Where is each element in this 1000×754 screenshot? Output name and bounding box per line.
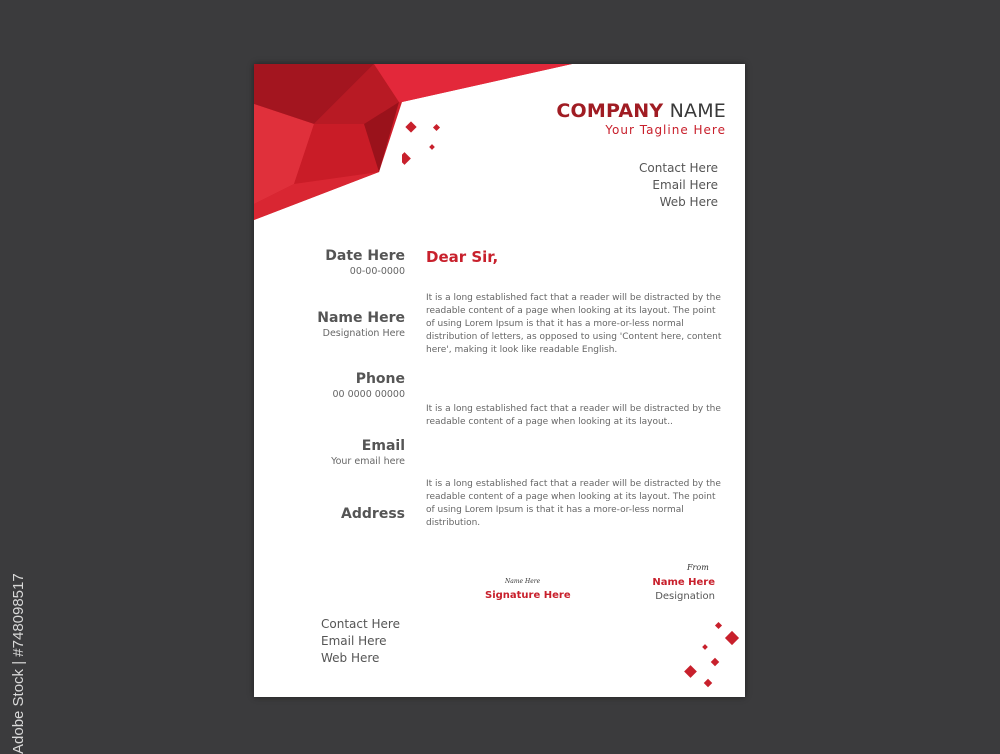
header-contact-line: Contact Here <box>639 161 718 175</box>
footer-web-line: Web Here <box>321 651 380 665</box>
date-block <box>325 248 405 277</box>
from-name: Name Here <box>652 577 715 588</box>
signature-label: Signature Here <box>485 590 571 601</box>
from-designation: Designation <box>655 591 715 602</box>
phone-label: Phone <box>355 371 405 387</box>
date-label: Date Here <box>325 248 405 264</box>
company-name-rest: NAME <box>669 100 726 122</box>
header-email-line: Email Here <box>652 178 718 192</box>
body-paragraph-2: It is a long established fact that a reader will be distracted by the readable content of a page when looking at its layout.. <box>426 404 721 427</box>
phone-block <box>332 371 405 400</box>
greeting: Dear Sir, <box>426 248 499 266</box>
date-value: 00-00-0000 <box>349 266 405 277</box>
address-label: Address <box>341 506 405 522</box>
letterhead-page <box>254 64 745 697</box>
diamond-deco-top <box>402 121 452 175</box>
body-paragraph-3: It is a long established fact that a reader will be distracted by the readable content of a page when looking at its layout. The point of using Lorem Ipsum is that it has a more-or-less normal distribution. <box>426 479 721 528</box>
stock-id-watermark: Adobe Stock | #748098517 <box>10 573 27 754</box>
phone-value: 00 0000 00000 <box>332 389 405 400</box>
email-block <box>331 438 405 467</box>
header-contact-block <box>639 160 718 211</box>
name-label: Name Here <box>317 310 405 326</box>
diamond-deco-bottom <box>679 621 745 695</box>
tagline: Your Tagline Here <box>605 123 726 137</box>
from-script: From <box>687 563 709 572</box>
header-web-line: Web Here <box>659 195 718 209</box>
body-paragraph-1: It is a long established fact that a reader will be distracted by the readable content of a page when looking at its layout. The point of using Lorem Ipsum is that it has a more-or-less normal distribution of letters, as opposed to using 'Content here, content here', making it look like readable English. <box>426 293 722 355</box>
signature-script: Name Here <box>505 578 541 585</box>
company-name-bold: COMPANY <box>556 100 664 122</box>
address-block <box>341 506 405 522</box>
footer-email-line: Email Here <box>321 634 387 648</box>
name-block <box>317 310 405 339</box>
designation-value: Designation Here <box>322 328 405 339</box>
company-name <box>556 100 726 122</box>
footer-contact-line: Contact Here <box>321 617 400 631</box>
footer-contact-block <box>321 616 400 667</box>
email-label: Email <box>361 438 405 454</box>
email-value: Your email here <box>331 456 405 467</box>
